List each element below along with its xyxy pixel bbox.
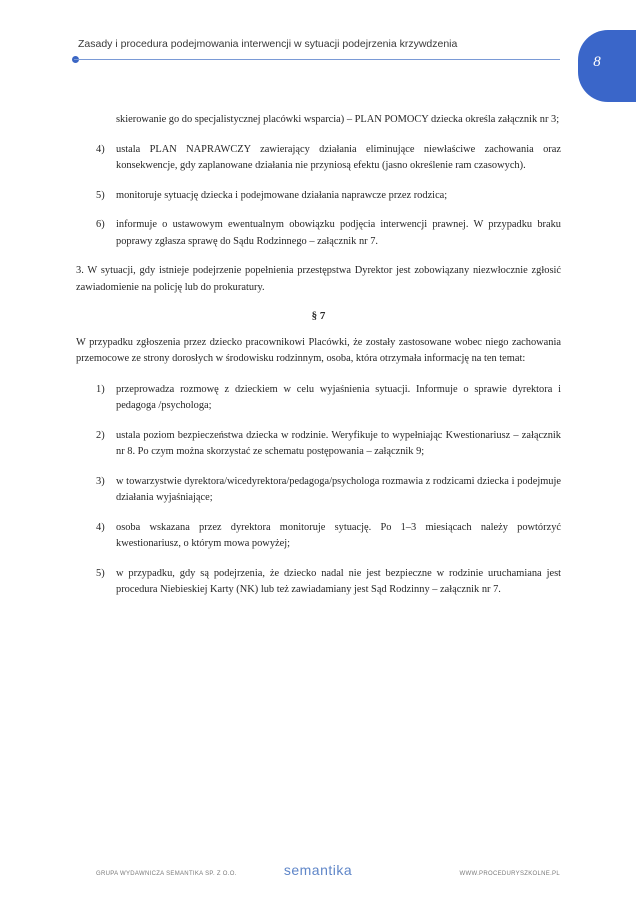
- list-number: 4): [96, 143, 105, 155]
- section-heading: § 7: [311, 310, 326, 322]
- list-number: 3): [96, 475, 105, 487]
- paragraph-3: 3. W sytuacji, gdy istnieje podejrzenie popełnienia przestępstwa Dyrektor jest zobowiązany niezwłocznie zgłosić zawiadomienie na policję lub do prokuratury.: [76, 265, 561, 293]
- list-item: [76, 188, 561, 205]
- page-header-title: Zasady i procedura podejmowania interwencji w sytuacji podejrzenia krzywdzenia: [78, 38, 458, 50]
- list-item: [76, 474, 561, 507]
- list-item: [76, 428, 561, 461]
- section-intro: W przypadku zgłoszenia przez dziecko pracownikowi Placówki, że zostały zastosowane wobec niego zachowania przemocowe ze strony dorosłych w środowisku rodzinnym, osoba, która otrzymała informację na ten temat:: [76, 336, 561, 364]
- page-number: 8: [593, 54, 601, 70]
- list-item: [76, 566, 561, 599]
- document-body: [76, 112, 561, 612]
- list-number: 6): [96, 219, 105, 230]
- list-number: 4): [96, 521, 105, 533]
- footer-publisher: GRUPA WYDAWNICZA SEMANTIKA SP. Z O.O.: [96, 871, 237, 877]
- list-item-text: ustala poziom bezpieczeństwa dziecka w rodzinie. Weryfikuje to wypełniając Kwestionariusz – załącznik nr 8. Po czym można skorzystać ze schematu postępowania – załącznik 9;: [116, 429, 561, 457]
- list-item-text: w przypadku, gdy są podejrzenia, że dziecko nadal nie jest bezpieczne w rodzinie uruchamiana jest procedura Niebieskiej Karty (NK) lub też zawiadamiany jest Sąd Rodzinny – załącznik nr 7.: [116, 567, 561, 595]
- footer-website: WWW.PROCEDURYSZKOLNE.PL: [459, 871, 560, 877]
- list-item-text: monitoruje sytuację dziecka i podejmowane działania naprawcze przez rodzica;: [116, 189, 448, 201]
- list-number: 5): [96, 189, 105, 201]
- list-item-text: ustala PLAN NAPRAWCZY zawierający działania eliminujące niewłaściwe zachowania oraz konsekwencje, gdy zaplanowane działania nie przyniosą efektu (jasno określenie ram czasowych).: [116, 143, 561, 171]
- list-number: 5): [96, 567, 105, 579]
- action-list: [76, 142, 561, 251]
- list-item-text: informuje o ustawowym ewentualnym obowiązku podjęcia interwencji prawnej. W przypadku braku poprawy zgłasza sprawę do Sądu Rodzinnego – załącznik nr 7.: [116, 219, 561, 247]
- list-item: [76, 520, 561, 553]
- page-number-tab: [578, 30, 636, 102]
- header-divider: [74, 59, 560, 60]
- footer-logo: semantika: [283, 862, 353, 878]
- list-item-text: przeprowadza rozmowę z dzieckiem w celu wyjaśnienia sytuacji. Informuje o sprawie dyrektora i pedagoga /psychologa;: [116, 383, 561, 411]
- list-number: 1): [96, 383, 105, 395]
- list-item: [76, 142, 561, 175]
- list-number: 2): [96, 429, 105, 441]
- list-item-text: w towarzystwie dyrektora/wicedyrektora/pedagoga/psychologa rozmawia z rodzicami dziecka i podejmuje działania wyjaśniające;: [116, 475, 561, 503]
- list-item: [76, 382, 561, 415]
- procedure-list: [76, 382, 561, 599]
- list-item: [76, 217, 561, 250]
- list-item-continuation: skierowanie go do specjalistycznej placówki wsparcia) – PLAN POMOCY dziecka określa załącznik nr 3;: [116, 114, 560, 125]
- list-item-text: osoba wskazana przez dyrektora monitoruje sytuację. Po 1–3 miesiącach należy powtórzyć kwestionariusz, o którym mowa powyżej;: [116, 521, 561, 549]
